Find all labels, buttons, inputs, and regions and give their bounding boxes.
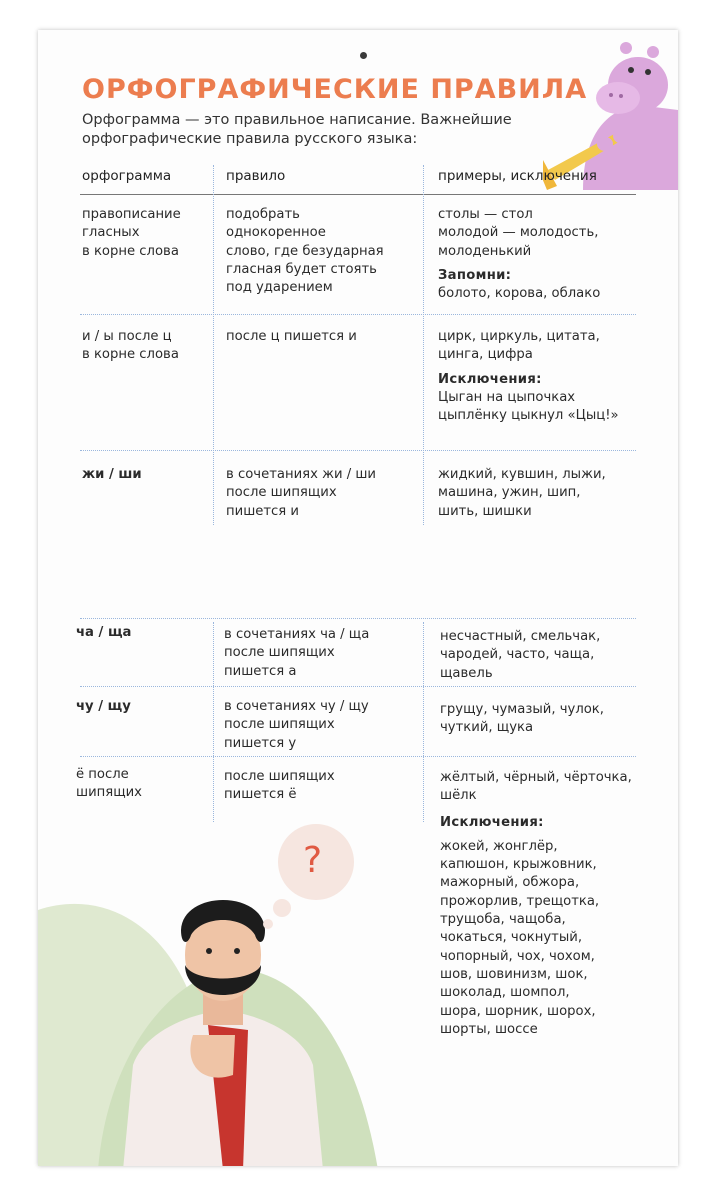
column-divider-1 xyxy=(213,165,214,525)
row-divider-5 xyxy=(80,756,636,757)
row-divider-3 xyxy=(80,618,636,619)
row2-examples: цирк, циркуль, цитата, цинга, цифра Исключения: Цыган на цыпочках цыплёнку цыкнул «Цыц!» xyxy=(438,329,619,424)
column-divider-2b xyxy=(423,622,424,822)
row4-rule: в сочетаниях ча / ща после шипящих пишется а xyxy=(224,627,370,679)
poster-sheet xyxy=(38,30,678,1166)
header-examples: примеры, исключения xyxy=(438,168,597,184)
header-spelling: орфограмма xyxy=(82,168,172,184)
page-title: ОРФОГРАФИЧЕСКИЕ ПРАВИЛА xyxy=(82,74,588,105)
row1-rule: подобрать однокоренное слово, где безударная гласная будет стоять под ударением xyxy=(226,207,384,296)
row3-spelling: жи / ши xyxy=(82,467,142,482)
column-divider-1b xyxy=(213,622,214,822)
row4-examples: несчастный, смельчак, чародей, часто, чаща, щавель xyxy=(440,629,601,681)
row6-rule: после шипящих пишется ё xyxy=(224,769,335,803)
question-mark: ? xyxy=(303,840,323,881)
row5-spelling: чу / щу xyxy=(76,699,131,714)
row2-exceptions-label: Исключения: xyxy=(438,371,542,387)
row3-rule: в сочетаниях жи / ши после шипящих пишется и xyxy=(226,467,376,519)
row1-examples: столы — стол молодой — молодость, молоденький Запомни: болото, корова, облако xyxy=(438,207,601,302)
row2-spelling: и / ы после ц в корне слова xyxy=(82,329,179,363)
header-divider xyxy=(80,194,636,195)
row5-rule: в сочетаниях чу / щу после шипящих пишется у xyxy=(224,699,369,751)
row1-spelling: правописание гласных в корне слова xyxy=(82,207,181,259)
row6-spelling: ё после шипящих xyxy=(76,767,142,801)
row-divider-4 xyxy=(80,686,636,687)
row6-exceptions-label: Исключения: xyxy=(440,814,544,830)
row-divider-2 xyxy=(80,450,636,451)
row1-remember-label: Запомни: xyxy=(438,267,512,283)
row2-rule: после ц пишется и xyxy=(226,329,357,344)
punch-hole-top xyxy=(360,52,367,59)
column-divider-2 xyxy=(423,165,424,525)
row5-examples: грущу, чумазый, чулок, чуткий, щука xyxy=(440,702,604,736)
row3-examples: жидкий, кувшин, лыжи, машина, ужин, шип, шить, шишки xyxy=(438,467,606,519)
row6-examples: жёлтый, чёрный, чёрточка, шёлк Исключения: жокей, жонглёр, капюшон, крыжовник, мажорный, обжора, прожорлив, трещотка, трущоба, чащоба, чокаться, чокнутый, чопорный, чох, чохом, шов, шовинизм, шок, шоколад, шомпол, шора, шорник, шорох, шорты, шоссе xyxy=(440,770,632,1037)
intro-text: Орфограмма — это правильное написание. Важнейшие орфографические правила русского языка: xyxy=(82,112,512,147)
header-rule: правило xyxy=(226,168,286,184)
row4-spelling: ча / ща xyxy=(76,625,132,640)
row-divider-1 xyxy=(80,314,636,315)
